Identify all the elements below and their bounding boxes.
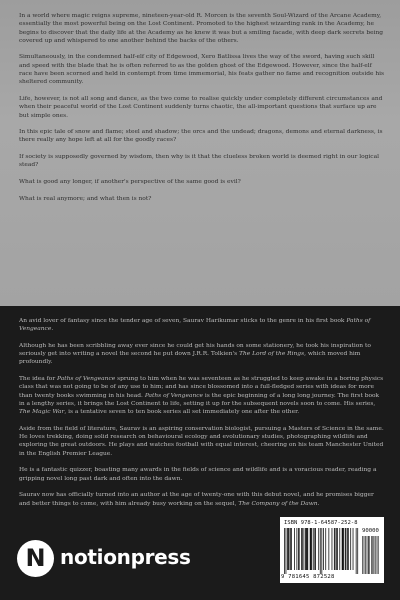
isbn-number: ISBN 978-1-64587-252-8 [284, 520, 358, 526]
barcode-bar [288, 528, 289, 570]
bio-text: . [317, 500, 320, 507]
publisher-name: notionpress [60, 545, 191, 569]
bio-text: sprung to him when he was seventeen as he struggled to keep awake in a boring physics class that was not going to be of any use to him; and has since blossomed into a full-fledged series with ideas for more than twenty books swimming in his head. [19, 376, 384, 399]
barcode-bar [286, 528, 287, 574]
barcode-bar [298, 528, 299, 570]
barcode-bar [305, 528, 306, 570]
barcode-bar [356, 528, 357, 574]
book-title: The Lord of the Rings [239, 351, 305, 358]
barcode-bar [304, 528, 305, 570]
bio-text: , which moved him profoundly. [19, 351, 361, 366]
bio-paragraph [19, 491, 385, 508]
barcode-bar [337, 528, 338, 570]
logo-letter: N [25, 544, 46, 572]
barcode-bar [335, 528, 336, 570]
series-title: The Magic War [19, 409, 65, 416]
bio-paragraph [19, 342, 385, 367]
barcode-bar [310, 528, 311, 570]
barcode-bar [294, 528, 295, 570]
barcode-bar [296, 528, 297, 570]
barcode-icon [284, 528, 380, 576]
barcode-bar [339, 528, 340, 570]
barcode-bar [301, 528, 302, 570]
barcode-bar [299, 528, 300, 570]
barcode-bar [350, 528, 351, 570]
barcode-bar [347, 528, 348, 570]
barcode-bar [315, 528, 316, 570]
sequel-title: The Company of the Dawn [238, 500, 318, 507]
barcode-bar [321, 528, 322, 574]
barcode-bar [328, 528, 329, 570]
bio-text: The idea for [19, 376, 58, 383]
author-bio [19, 317, 385, 516]
barcode-bar [323, 528, 324, 570]
addon-digits: 90000 [362, 528, 379, 534]
bio-text: An avid lover of fantasy since the tender age of seven, Saurav Harikumar sticks to the genre in his first book [19, 318, 347, 324]
barcode-bar [346, 528, 347, 570]
barcode-bar [284, 528, 285, 574]
synopsis-paragraph: What is good any longer, if another's perspective of the same good is evil? [19, 178, 241, 185]
barcode-bar [306, 528, 307, 570]
barcode-bar [343, 528, 344, 570]
barcode-bar [307, 528, 308, 570]
barcode-bar [345, 528, 346, 570]
barcode-bar [302, 528, 303, 570]
barcode-bar [314, 528, 315, 570]
barcode-bar [353, 528, 354, 570]
barcode-bar [348, 528, 349, 570]
synopsis-paragraph: Simultaneously, in the condemned half-elf city of Edgewood, Xero Batlissa lives the way of the sword, having such skill and speed with the blade that he is often referred to as the golden ghost of the Edgewood. However, since the half-elf race have been scorned and held in contempt from time immemorial, his feats gather no fame and recognition outside his sheltered community. [19, 54, 385, 86]
synopsis-paragraph: If society is supposedly governed by wisdom, then why is it that the clueless broken world is deemed right in our logical stead? [19, 154, 379, 169]
synopsis-paragraph: Life, however, is not all song and dance, as the two come to realise quickly under completely different circumstances and when their peaceful world of the Lost Continent suddenly turns chaotic, the all-important questions that surface up are but simple ones. [19, 95, 383, 119]
barcode-bar [357, 528, 358, 574]
publisher-logo [17, 540, 217, 578]
synopsis-text [19, 12, 385, 211]
barcode-bar [289, 528, 290, 570]
barcode-bar [307, 528, 308, 570]
bio-text: . [51, 326, 54, 333]
bio-paragraph: He is a fantastic quizzer, boasting many awards in the fields of science and wildlife and is a voracious reader, reading a gripping novel long past dark and often into the dawn. [19, 467, 377, 482]
barcode-bar [343, 528, 344, 570]
barcode-bar [290, 528, 291, 570]
bio-paragraph: Aside from the field of literature, Saurav is an aspiring conservation biologist, pursuing a Masters of Science in the same. He loves trekking, doing solid research on behavioural ecology and evolutionary studies, photographing wildlife and exploring the great outdoors. He plays and watches football with equal interest, cheering on his team Manchester United in the English Premier League. [19, 425, 384, 457]
barcode-bar [291, 528, 292, 570]
book-title: Paths of Vengeance [57, 376, 116, 383]
barcode-bar [318, 528, 319, 570]
barcode-bar [342, 528, 343, 570]
bio-text: Although he has been scribbling away ever since he could get his hands on some stationery, he took his inspiration to seriously get into writing a novel the second he put down J.R.R. Tolkien's [19, 342, 371, 358]
barcode-box [280, 517, 384, 583]
barcode-bar [332, 528, 333, 570]
bio-text: , is a tentative seven to ten book series all set immediately one after the other. [64, 409, 300, 416]
barcode-bar [311, 528, 312, 570]
bio-paragraph [19, 375, 385, 416]
barcode-bar [287, 528, 288, 570]
barcode-bar [311, 528, 312, 570]
synopsis-paragraph: What is real anymore; and what then is not? [19, 195, 152, 202]
barcode-bar [320, 528, 321, 574]
synopsis-paragraph: In this epic tale of snow and flame; steel and shadow; the orcs and the undead; dragons, demons and eternal darkness, is there really any hope left at all for the goodly races? [19, 129, 383, 144]
book-title: Paths of Vengeance [144, 392, 204, 399]
bio-text: Saurav now has officially turned into an author at the age of twenty-one with this debut novel, and he promises bigger and better things to come, with him already busy working on the sequel, [19, 492, 374, 507]
book-title: Paths of Vengeance [19, 318, 371, 333]
bio-text: is the epic beginning of a long long journey. The first book in a lengthy series, it brings the Lost Continent to life, setting it up for the subsequent novels soon to come. His series, [19, 392, 380, 407]
bio-paragraph [19, 317, 385, 334]
barcode-bar [334, 528, 335, 570]
barcode-bar [325, 528, 326, 570]
barcode-bar [313, 528, 314, 570]
ean-digits: 9 781645 872528 [281, 574, 335, 580]
synopsis-paragraph: In a world where magic reigns supreme, nineteen-year-old R. Morcen is the seventh Soul-Wizard of the Arcane Academy, essentially the most powerful being on the Lost Continent. Promoted to the highest wizarding rank in the Academy, he begins to discover that the daily life at the Academy as he knew it was but a smiling facade, with deep dark secrets being covered up and whispered to one another behind the backs of the others. [19, 13, 384, 44]
barcode-bar [336, 528, 337, 570]
